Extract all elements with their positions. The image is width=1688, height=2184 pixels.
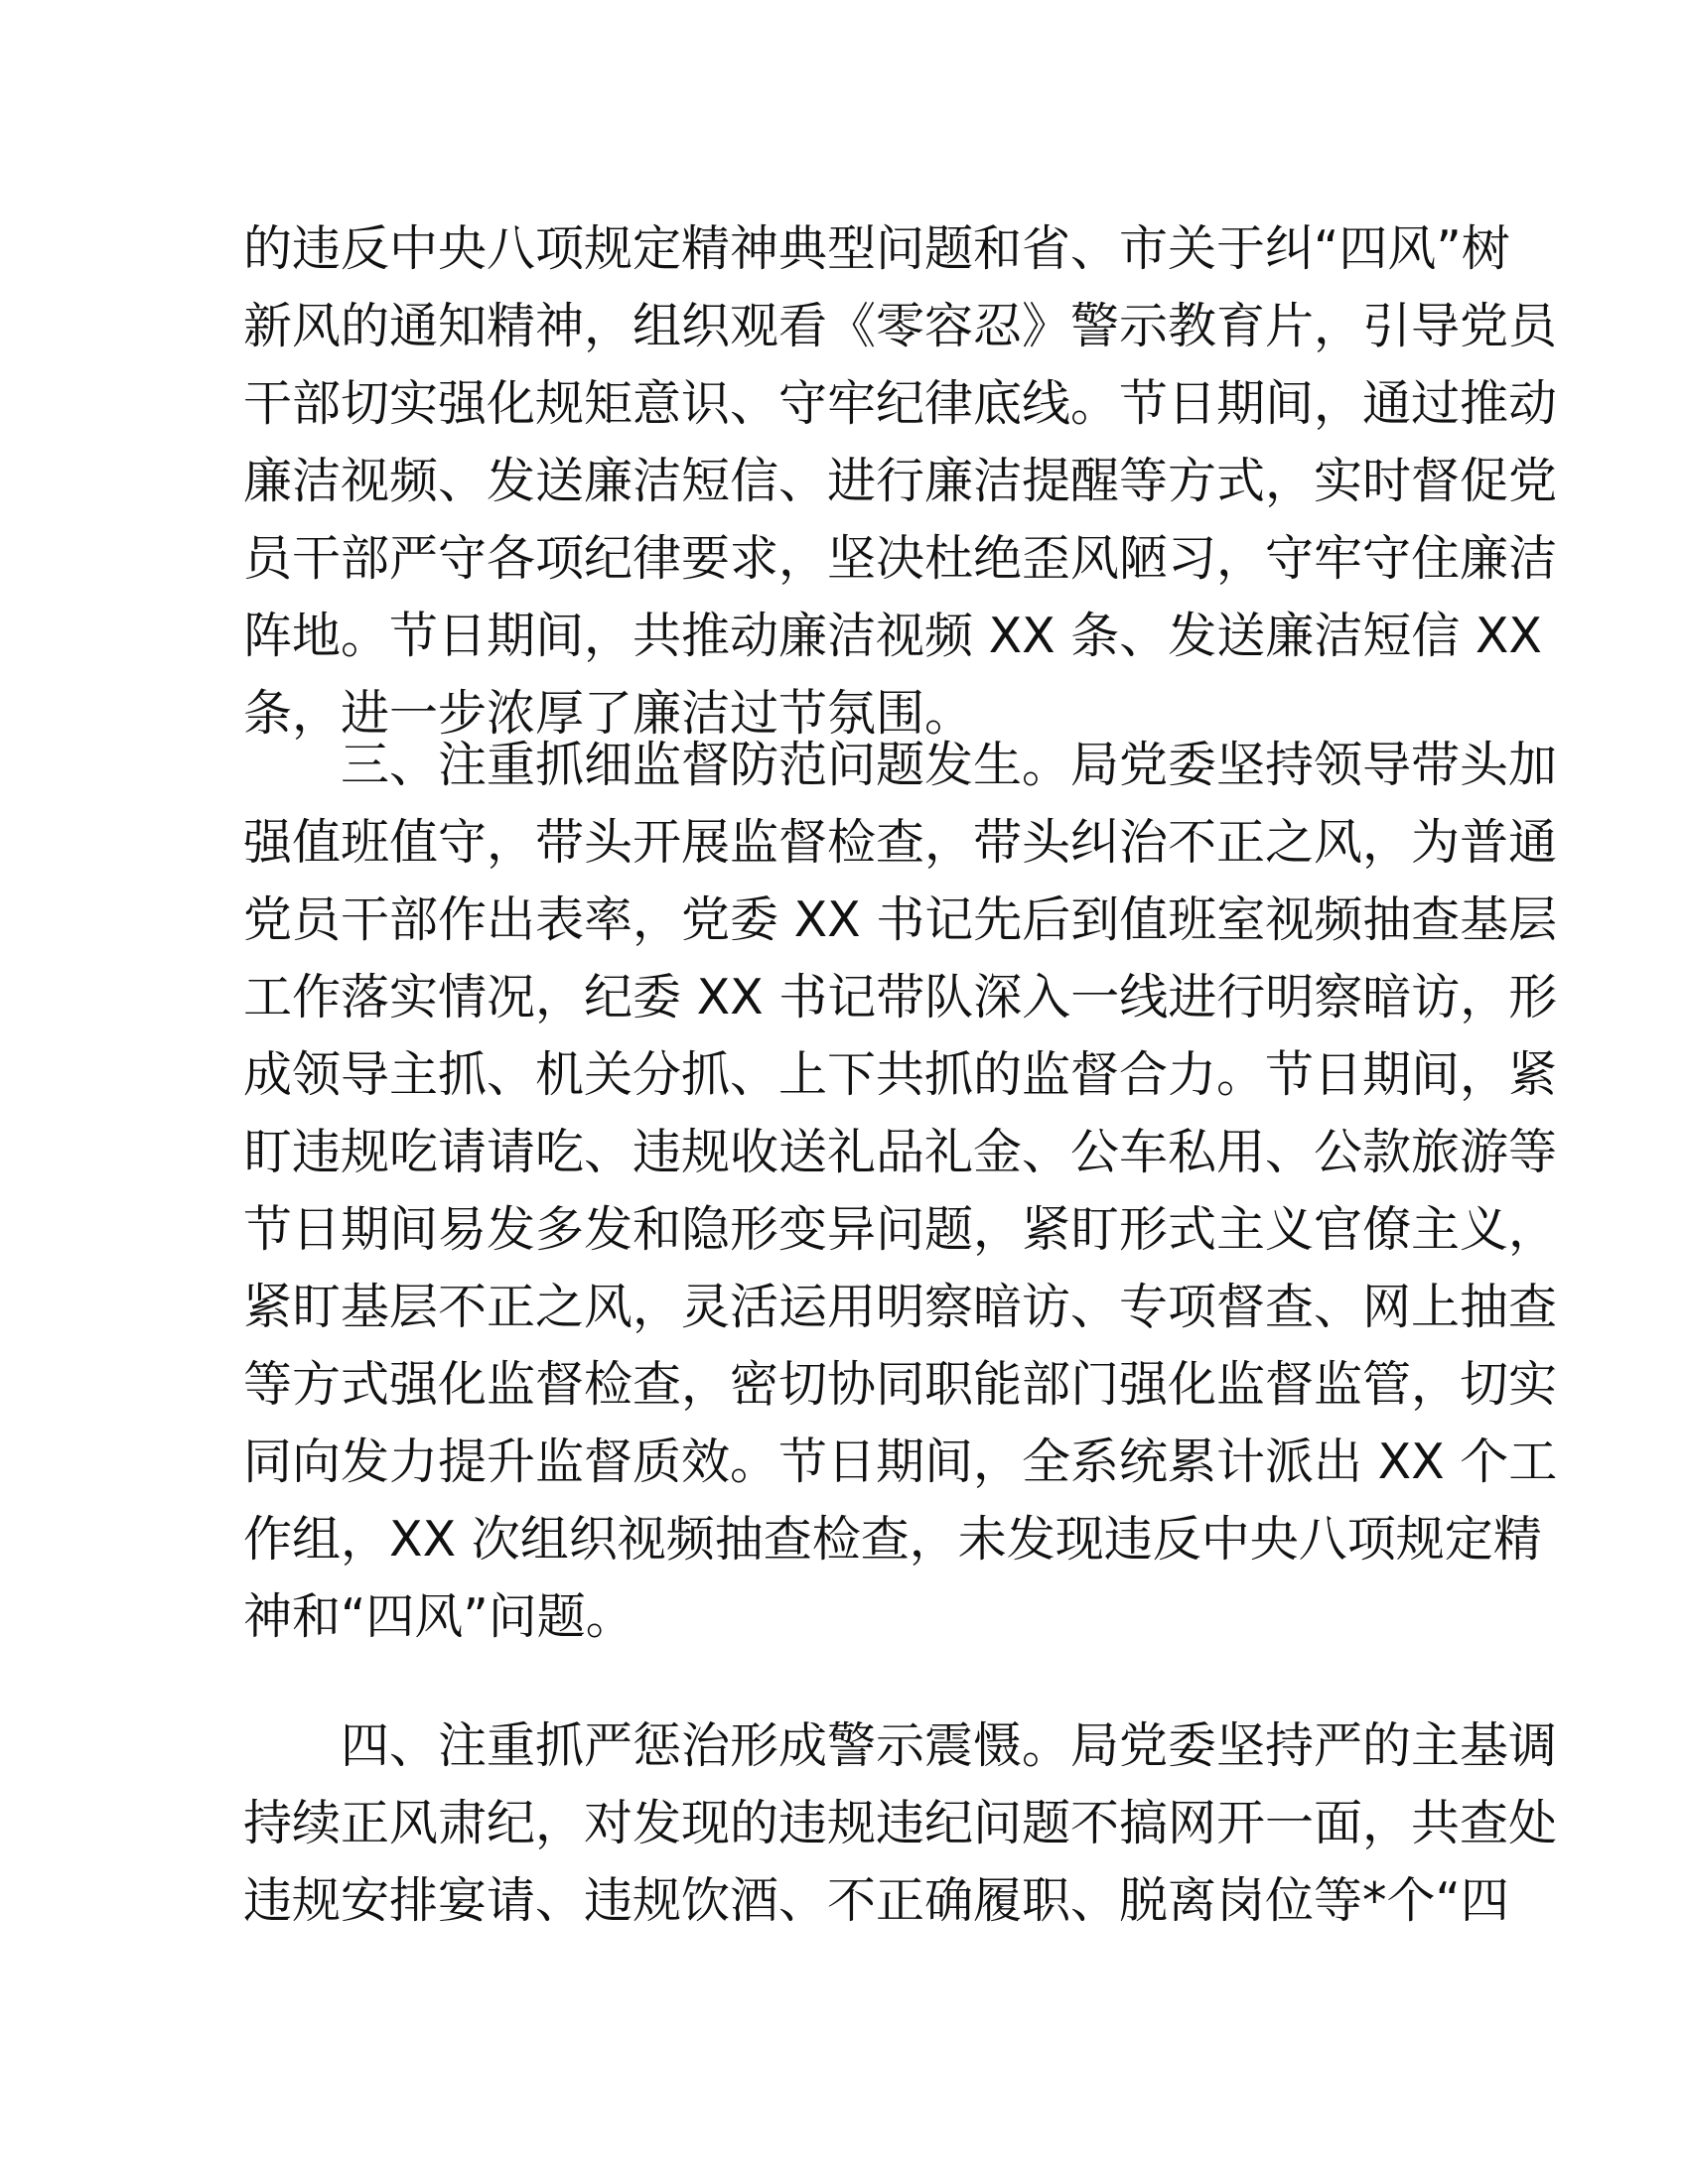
text-line: 廉洁视频、发送廉洁短信、进行廉洁提醒等方式，实时督促党 xyxy=(243,453,1558,509)
text-line: 强值班值守，带头开展监督检查，带头纠治不正之风，为普通 xyxy=(243,814,1558,871)
text-line: 条，进一步浓厚了廉洁过节氛围。 xyxy=(243,685,974,742)
text-line: 盯违规吃请请吃、违规收送礼品礼金、公车私用、公款旅游等 xyxy=(243,1124,1558,1180)
text-line: 持续正风肃纪，对发现的违规违纪问题不搞网开一面，共查处 xyxy=(243,1795,1558,1851)
text-line: 党员干部作出表率，党委 XX 书记先后到值班室视频抽查基层 xyxy=(243,891,1558,948)
section-four-first-line: 四、注重抓严惩治形成警示震慑。局党委坚持严的主基调 xyxy=(341,1717,1558,1774)
section-three-first-line: 三、注重抓细监督防范问题发生。局党委坚持领导带头加 xyxy=(341,737,1558,793)
text-line: 阵地。节日期间，共推动廉洁视频 XX 条、发送廉洁短信 XX xyxy=(243,608,1542,664)
text-line: 作组，XX 次组织视频抽查检查，未发现违反中央八项规定精 xyxy=(243,1511,1542,1568)
text-line: 紧盯基层不正之风，灵活运用明察暗访、专项督查、网上抽查 xyxy=(243,1279,1558,1335)
text-line: 节日期间易发多发和隐形变异问题，紧盯形式主义官僚主义， xyxy=(243,1201,1558,1258)
text-line: 等方式强化监督检查，密切协同职能部门强化监督监管，切实 xyxy=(243,1356,1558,1413)
text-line: 干部切实强化规矩意识、守牢纪律底线。节日期间，通过推动 xyxy=(243,375,1558,432)
text-line: 成领导主抓、机关分抓、上下共抓的监督合力。节日期间，紧 xyxy=(243,1046,1558,1103)
text-line: 新风的通知精神，组织观看《零容忍》警示教育片，引导党员 xyxy=(243,298,1558,354)
text-line: 工作落实情况，纪委 XX 书记带队深入一线进行明察暗访，形 xyxy=(243,969,1558,1025)
text-line: 违规安排宴请、违规饮酒、不正确履职、脱离岗位等*个“四 xyxy=(243,1872,1509,1929)
text-line: 神和“四风”问题。 xyxy=(243,1588,634,1645)
text-line: 同向发力提升监督质效。节日期间，全系统累计派出 XX 个工 xyxy=(243,1433,1558,1490)
text-line: 员干部严守各项纪律要求，坚决杜绝歪风陋习，守牢守住廉洁 xyxy=(243,530,1558,587)
text-line: 的违反中央八项规定精神典型问题和省、市关于纠“四风”树 xyxy=(243,220,1510,277)
